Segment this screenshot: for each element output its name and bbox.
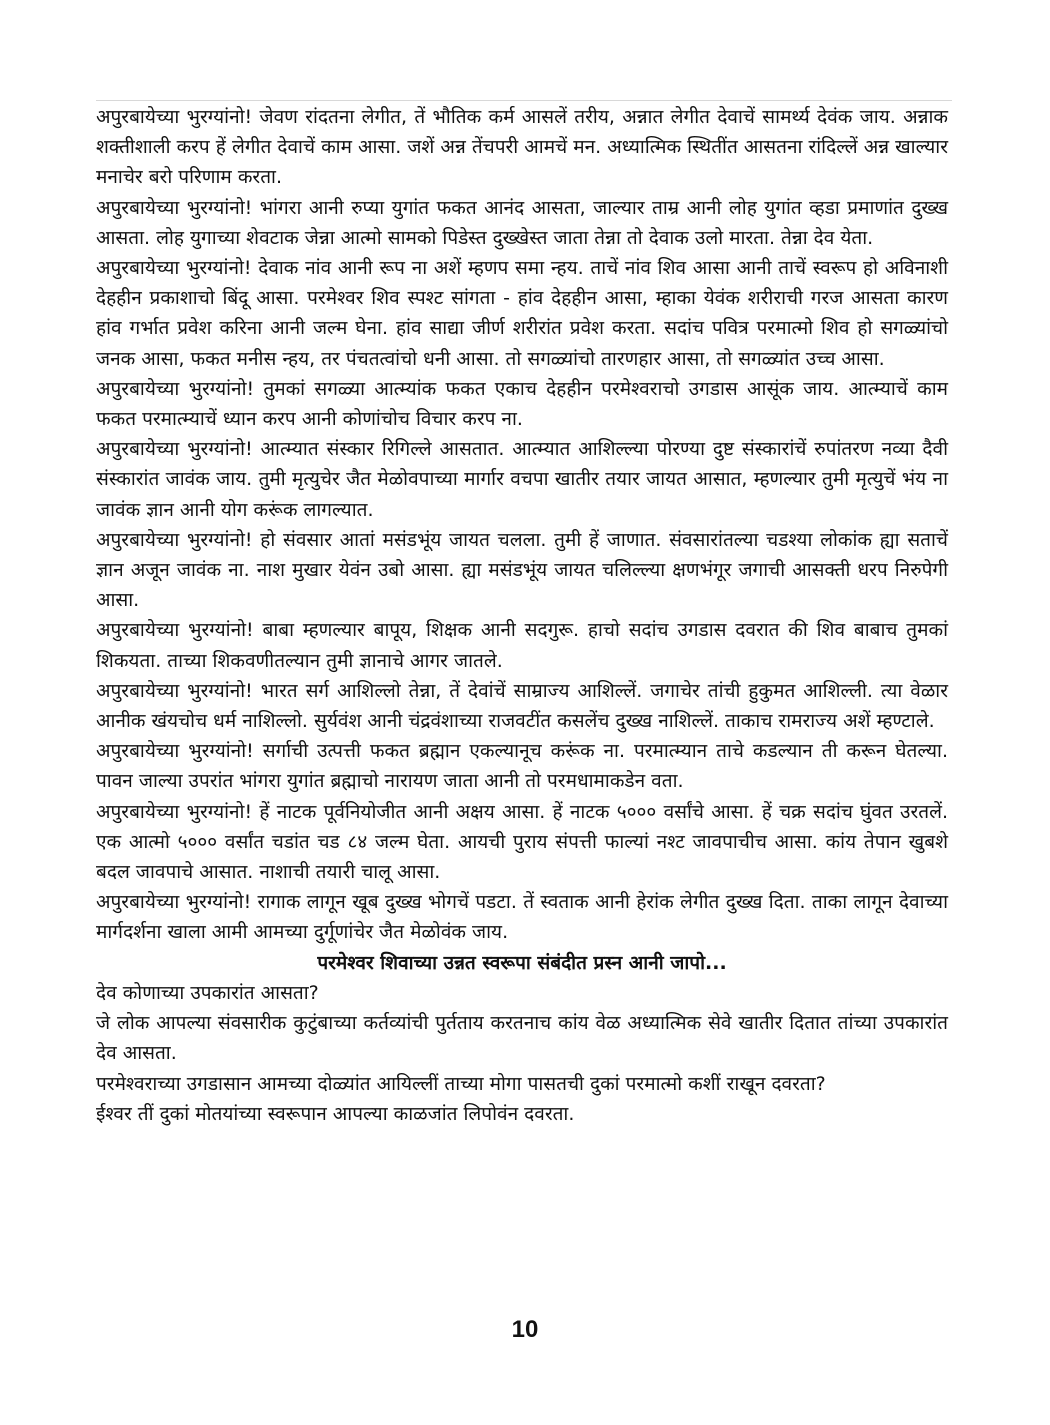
section-heading: परमेश्वर शिवाच्या उन्नत स्वरूपा संबंदीत प्रस्न आनी जापो... [317, 951, 727, 974]
page-content [96, 102, 948, 1129]
question: परमेश्वराच्या उगडासान आमच्या दोळ्यांत आयिल्लीं ताच्या मोगा पासतची दुकां परमात्मो कशीं राखून दवरता? [96, 1072, 826, 1095]
paragraph: अपुरबायेच्या भुरग्यांनो! सर्गाची उत्पत्ती फकत ब्रह्मान एकल्यानूच करूंक ना. परमात्म्यान ताचे कडल्यान ती करून घेतल्या. पावन जाल्या उपरांत भांगरा युगांत ब्रह्माचो नारायण जाता आनी तो परमधामाकडेन वता. [96, 740, 948, 793]
paragraph: अपुरबायेच्या भुरग्यांनो! हो संवसार आतां मसंडभूंय जायत चलला. तुमी हें जाणात. संवसारांतल्या चडश्या लोकांक ह्या सताचें ज्ञान अजून जावंक ना. नाश मुखार येवंन उबो आसा. ह्या मसंडभूंय जायत चलिल्ल्या क्षणभंगूर जगाची आसक्ती धरप निरुपेगी आसा. [96, 528, 948, 612]
page-number: 10 [511, 1316, 539, 1343]
header-rule [96, 100, 952, 101]
paragraph: अपुरबायेच्या भुरग्यांनो! देवाक नांव आनी रूप ना अशें म्हणप समा न्हय. ताचें नांव शिव आसा आनी ताचें स्वरूप हो अविनाशी देहहीन प्रकाशाचो बिंदू आसा. परमेश्वर शिव स्पश्ट सांगता - हांव देहहीन आसा, म्हाका येवंक शरीराची गरज आसता कारण हांव गर्भात प्रवेश करिना आनी जल्म घेना. हांव साद्या जीर्ण शरीरांत प्रवेश करता. सदांच पवित्र परमात्मो शिव हो सगळ्यांचो जनक आसा, फकत मनीस न्हय, तर पंचतत्वांचो धनी आसा. तो सगळ्यांचो तारणहार आसा, तो सगळ्यांत उच्च आसा. [96, 257, 948, 370]
paragraph: अपुरबायेच्या भुरग्यांनो! भांगरा आनी रुप्या युगांत फकत आनंद आसता, जाल्यार ताम्र आनी लोह युगांत व्हडा प्रमाणांत दुख्ख आसता. लोह युगाच्या शेवटाक जेन्ना आत्मो सामको पिडेस्त दुख्खेस्त जाता तेन्ना तो देवाक उलो मारता. तेन्ना देव येता. [96, 196, 948, 249]
paragraph: अपुरबायेच्या भुरग्यांनो! बाबा म्हणल्यार बापूय, शिक्षक आनी सदगुरू. हाचो सदांच उगडास दवरात की शिव बाबाच तुमकां शिकयता. ताच्या शिकवणीतल्यान तुमी ज्ञानाचे आगर जातले. [96, 619, 948, 672]
paragraph: अपुरबायेच्या भुरग्यांनो! भारत सर्ग आशिल्लो तेन्ना, तें देवांचें साम्राज्य आशिल्लें. जगाचेर तांची हुकुमत आशिल्ली. त्या वेळार आनीक खंयचोच धर्म नाशिल्लो. सुर्यवंश आनी चंद्रवंशाच्या राजवटींत कसलेंच दुख्ख नाशिल्लें. ताकाच रामराज्य अशें म्हण्टाले. [96, 679, 948, 733]
paragraph: अपुरबायेच्या भुरग्यांनो! आत्म्यात संस्कार रिगिल्ले आसतात. आत्म्यात आशिल्ल्या पोरण्या दुष्ट संस्कारांचें रुपांतरण नव्या दैवी संस्कारांत जावंक जाय. तुमी मृत्युचेर जैत मेळोवपाच्या मार्गार वचपा खातीर तयार जायत आसात, म्हणल्यार तुमी मृत्युचें भंय ना जावंक ज्ञान आनी योग करूंक लागल्यात. [96, 438, 948, 521]
answer: जे लोक आपल्या संवसारीक कुटुंबाच्या कर्तव्यांची पुर्तताय करतनाच कांय वेळ अध्यात्मिक सेवे खातीर दितात तांच्या उपकारांत देव आसता. [96, 1012, 948, 1065]
paragraph: अपुरबायेच्या भुरग्यांनो! जेवण रांदतना लेगीत, तें भौतिक कर्म आसलें तरीय, अन्नात लेगीत देवाचें सामर्थ्य देवंक जाय. अन्नाक शक्तीशाली करप हें लेगीत देवाचें काम आसा. जशें अन्न तेंचपरी आमचें मन. अध्यात्मिक स्थितींत आसतना रांदिल्लें अन्न खाल्यार मनाचेर बरो परिणाम करता. [96, 106, 948, 189]
question: देव कोणाच्या उपकारांत आसता? [96, 981, 319, 1004]
paragraph: अपुरबायेच्या भुरग्यांनो! हें नाटक पूर्वनियोजीत आनी अक्षय आसा. हें नाटक ५००० वर्सांचे आसा. हें चक्र सदांच घुंवत उरतलें. एक आत्मो ५००० वर्सांत चडांत चड ८४ जल्म घेता. आयची पुराय संपत्ती फाल्यां नश्ट जावपाचीच आसा. कांय तेपान खुबशे बदल जावपाचे आसात. नाशाची तयारी चालू आसा. [96, 800, 948, 884]
paragraph: अपुरबायेच्या भुरग्यांनो! रागाक लागून खूब दुख्ख भोगचें पडटा. तें स्वताक आनी हेरांक लेगीत दुख्ख दिता. ताका लागून देवाच्या मार्गदर्शना खाला आमी आमच्या दुर्गूणांचेर जैत मेळोवंक जाय. [96, 891, 948, 944]
answer: ईश्वर तीं दुकां मोतयांच्या स्वरूपान आपल्या काळजांत लिपोवंन दवरता. [96, 1102, 575, 1125]
paragraph: अपुरबायेच्या भुरग्यांनो! तुमकां सगळ्या आत्म्यांक फकत एकाच देहहीन परमेश्वराचो उगडास आसूंक जाय. आत्म्याचें काम फकत परमात्म्याचें ध्यान करप आनी कोणांचोच विचार करप ना. [96, 377, 948, 431]
